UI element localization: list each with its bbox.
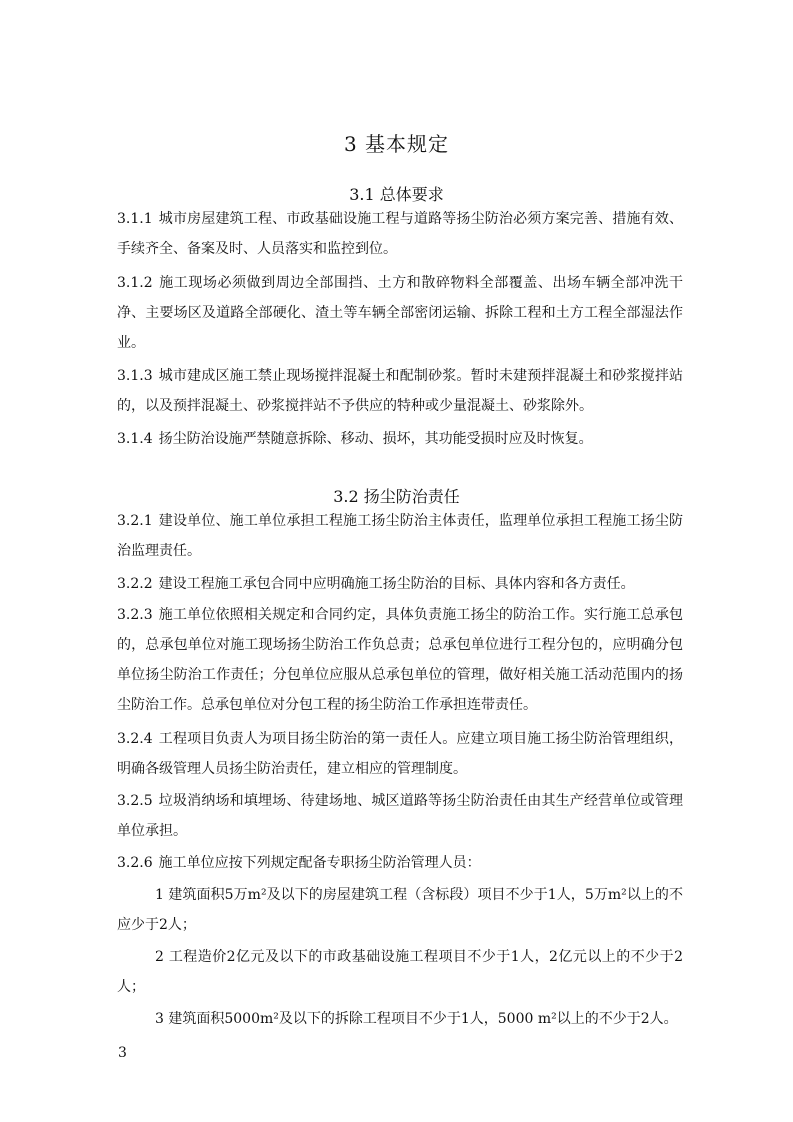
clause-number: 3.1.4 — [117, 431, 153, 447]
clause-text: 扬尘防治设施严禁随意拆除、移动、损坏，其功能受损时应及时恢复。 — [158, 431, 593, 447]
clause-3-1-1 — [117, 204, 683, 264]
clause-number: 3.1.3 — [117, 368, 153, 384]
clause-number: 3.2.6 — [117, 855, 153, 871]
clause-number: 3.2.4 — [117, 731, 153, 747]
clause-3-2-4 — [117, 724, 683, 784]
clause-number: 3.2.1 — [117, 513, 153, 529]
clause-3-2-6 — [117, 848, 683, 878]
clause-3-2-3 — [117, 600, 683, 720]
clause-number: 3.2.5 — [117, 793, 153, 809]
clause-text: 工程项目负责人为项目扬尘防治的第一责任人。应建立项目施工扬尘防治管理组织，明确各级管理人员扬尘防治责任，建立相应的管理制度。 — [117, 731, 683, 777]
list-item-2: 2 工程造价2亿元及以下的市政基础设施工程项目不少于1人，2亿元以上的不少于2人； — [117, 949, 683, 995]
clause-text: 施工单位应按下列规定配备专职扬尘防治管理人员： — [158, 855, 481, 871]
clause-text: 建设工程施工承包合同中应明确施工扬尘防治的目标、具体内容和各方责任。 — [158, 576, 635, 592]
page-number: 3 — [118, 1045, 127, 1061]
section-title-3-2: 3.2 扬尘防治责任 — [333, 487, 460, 506]
clause-text: 施工现场必须做到周边全部围挡、土方和散碎物料全部覆盖、出场车辆全部冲洗干净、主要场区及道路全部硬化、渣土等车辆全部密闭运输、拆除工程和土方工程全部湿法作业。 — [117, 275, 683, 351]
clause-3-2-5 — [117, 786, 683, 846]
clause-3-2-1 — [117, 506, 683, 566]
clause-number: 3.1.1 — [117, 211, 153, 227]
clause-3-1-2 — [117, 268, 683, 358]
list-item-3: 3 建筑面积5000m²及以下的拆除工程项目不少于1人，5000 m²以上的不少于2人。 — [155, 1011, 678, 1027]
clause-text: 施工单位依照相关规定和合同约定，具体负责施工扬尘的防治工作。实行施工总承包的，总承包单位对施工现场扬尘防治工作负总责；总承包单位进行工程分包的，应明确分包单位扬尘防治工作责任；分包单位应服从总承包单位的管理，做好相关施工活动范围内的扬尘防治工作。总承包单位对分包工程的扬尘防治工作承担连带责任。 — [117, 607, 683, 713]
clause-number: 3.1.2 — [117, 275, 153, 291]
clause-number: 3.2.2 — [117, 576, 153, 592]
clause-text: 建设单位、施工单位承担工程施工扬尘防治主体责任，监理单位承担工程施工扬尘防治监理责任。 — [117, 513, 683, 559]
section-title-3-1: 3.1 总体要求 — [349, 185, 444, 204]
clause-text: 城市建成区施工禁止现场搅拌混凝土和配制砂浆。暂时未建预拌混凝土和砂浆搅拌站的，以及预拌混凝土、砂浆搅拌站不予供应的特种或少量混凝土、砂浆除外。 — [117, 368, 683, 414]
clause-3-1-3 — [117, 361, 683, 421]
clause-3-2-2 — [117, 569, 683, 599]
clause-text: 垃圾消纳场和填埋场、待建场地、城区道路等扬尘防治责任由其生产经营单位或管理单位承担。 — [117, 793, 683, 839]
clause-number: 3.2.3 — [117, 607, 153, 623]
chapter-title: 3 基本规定 — [343, 132, 450, 156]
clause-3-1-4 — [117, 424, 683, 454]
list-item-1: 1 建筑面积5万m²及以下的房屋建筑工程（含标段）项目不少于1人，5万m²以上的不应少于2人； — [117, 887, 683, 933]
clause-text: 城市房屋建筑工程、市政基础设施工程与道路等扬尘防治必须方案完善、措施有效、手续齐全、备案及时、人员落实和监控到位。 — [117, 211, 683, 257]
